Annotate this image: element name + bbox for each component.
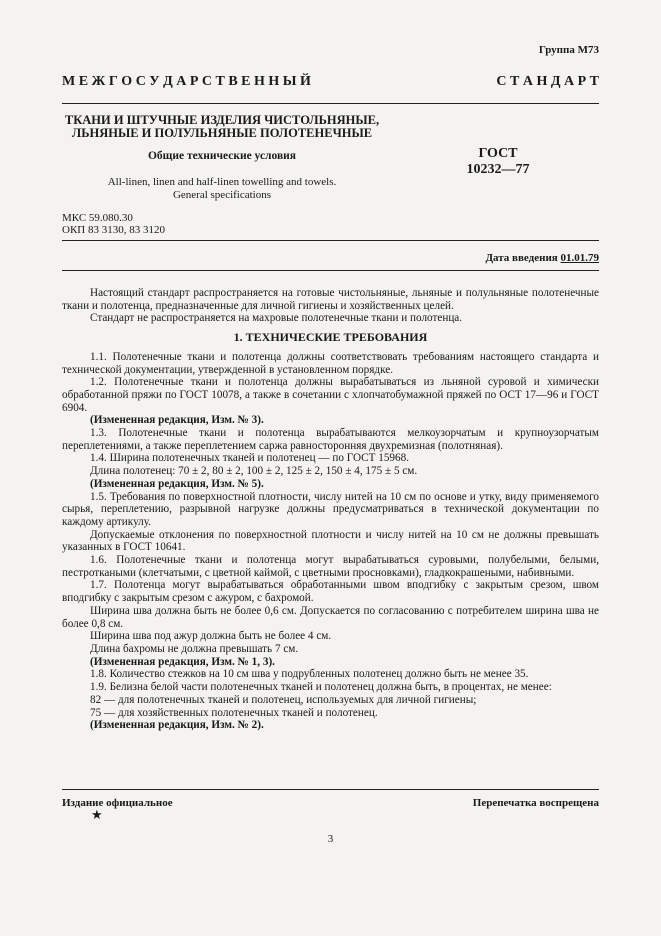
footer-rule — [62, 789, 599, 790]
amendment-note: (Измененная редакция, Изм. № 3). — [90, 414, 264, 427]
clause-1-7: 1.7. Полотенца могут вырабатываться обработанными швом вподгибку с закрытым срезом, швом вподгибку с закрытым срезом с ажуром, с бахромой. — [62, 579, 599, 605]
standard-banner — [62, 74, 599, 90]
intro-paragraph: Стандарт не распространяется на махровые полотенечные ткани и полотенца. — [90, 312, 463, 325]
banner-word-interstate: М Е Ж Г О С У Д А Р С Т В Е Н Н Ы Й — [62, 74, 311, 89]
reprint-prohibited: Перепечатка воспрещена — [472, 797, 599, 809]
amendment-note: (Измененная редакция, Изм. № 5). — [90, 477, 264, 490]
clause-1-7-fringe: Длина бахромы не должна превышать 7 см. — [90, 642, 299, 655]
page-number: 3 — [327, 833, 334, 845]
effective-date-value: 01.01.79 — [560, 252, 599, 264]
mks-code: МКС 59.080.30 — [62, 212, 133, 224]
clause-1-9-household: 75 — для хозяйственных полотенечных тканей и полотенец. — [90, 706, 378, 719]
top-rule — [62, 103, 599, 104]
clause-1-4: 1.4. Ширина полотенечных тканей и полотенец — по ГОСТ 15968. — [90, 452, 410, 465]
amendment-note: (Измененная редакция, Изм. № 2). — [90, 719, 264, 732]
clause-1-7-seam-width: Ширина шва должна быть не более 0,6 см. Допускается по согласованию с потребителем ширина шва не более 0,8 см. — [62, 604, 599, 630]
clause-1-6: 1.6. Полотенечные ткани и полотенца могут вырабатываться суровыми, полубелыми, белыми, пестроткаными (клетчатыми, с цветной каймой, с цветными просновками), гладкокрашеными, набивными. — [62, 554, 599, 579]
clause-1-7-openwork: Ширина шва под ажур должна быть не более 4 см. — [90, 630, 332, 643]
official-edition: Издание официальное — [62, 797, 173, 809]
okp-code: ОКП 83 3130, 83 3120 — [62, 224, 165, 236]
english-title: All-linen, linen and half-linen towelling and towels. General specifications — [107, 176, 337, 201]
rule-after-date — [62, 270, 599, 271]
clause-1-4-length: Длина полотенец: 70 ± 2, 80 ± 2, 100 ± 2, 125 ± 2, 150 ± 4, 175 ± 5 см. — [90, 465, 418, 478]
clause-1-9: 1.9. Белизна белой части полотенечных тканей и полотенец должна быть, в процентах, не менее: — [90, 681, 552, 694]
clause-1-8: 1.8. Количество стежков на 10 см шва у подрубленных полотенец должно быть не менее 35. — [90, 668, 529, 681]
document-subtitle: Общие технические условия — [147, 150, 297, 162]
amendment-note: (Измененная редакция, Изм. № 1, 3). — [90, 655, 275, 668]
clause-1-2: 1.2. Полотенечные ткани и полотенца должны вырабатываться из льняной суровой и химически обработанной пряжи по ГОСТ 10078, а также в сочетании с хлопчатобумажной пряжей по ОСТ 17—96 и ГОСТ 6904. — [62, 376, 599, 414]
clause-1-5-tolerance: Допускаемые отклонения по поверхностной плотности и числу нитей на 10 см не должны превышать указанных в ГОСТ 10641. — [62, 528, 599, 554]
classification-codes — [62, 212, 165, 236]
gost-designation: ГОСТ 10232—77 — [466, 146, 530, 177]
group-code: Группа М73 — [538, 44, 599, 56]
clause-1-5: 1.5. Требования по поверхностной плотности, числу нитей на 10 см по основе и утку, виду применяемого сырья, переплетению, разрывной нагрузке должны предусматриваться в технической документации по каждому артикулу. — [62, 490, 599, 528]
document-title: ТКАНИ И ШТУЧНЫЕ ИЗДЕЛИЯ ЧИСТОЛЬНЯНЫЕ, ЛЬНЯНЫЕ И ПОЛУЛЬНЯНЫЕ ПОЛОТЕНЕЧНЫЕ — [64, 113, 380, 140]
clause-1-1: 1.1. Полотенечные ткани и полотенца должны соответствовать требованиям настоящего стандарта и технической документации, утвержденной в установленном порядке. — [62, 350, 599, 376]
intro-paragraph: Настоящий стандарт распространяется на готовые чистольняные, льняные и полульняные полотенечные ткани и полотенца, предназначенные для личной гигиены и хозяйственных целей. — [62, 287, 599, 312]
star-icon: ★ — [91, 807, 103, 822]
effective-date: Дата введения 01.01.79 — [485, 252, 599, 264]
section-heading: 1. ТЕХНИЧЕСКИЕ ТРЕБОВАНИЯ — [233, 330, 428, 345]
document-body — [62, 287, 599, 732]
rule-after-codes — [62, 240, 599, 241]
clause-1-9-personal: 82 — для полотенечных тканей и полотенец, используемых для личной гигиены; — [90, 693, 477, 706]
banner-word-standard: С Т А Н Д А Р Т — [496, 74, 599, 89]
clause-1-3: 1.3. Полотенечные ткани и полотенца вырабатываются мелкоузорчатым и крупноузорчатым переплетениями, а также переплетением саржа равносторонняя двухремизная (полотняная). — [62, 427, 599, 452]
